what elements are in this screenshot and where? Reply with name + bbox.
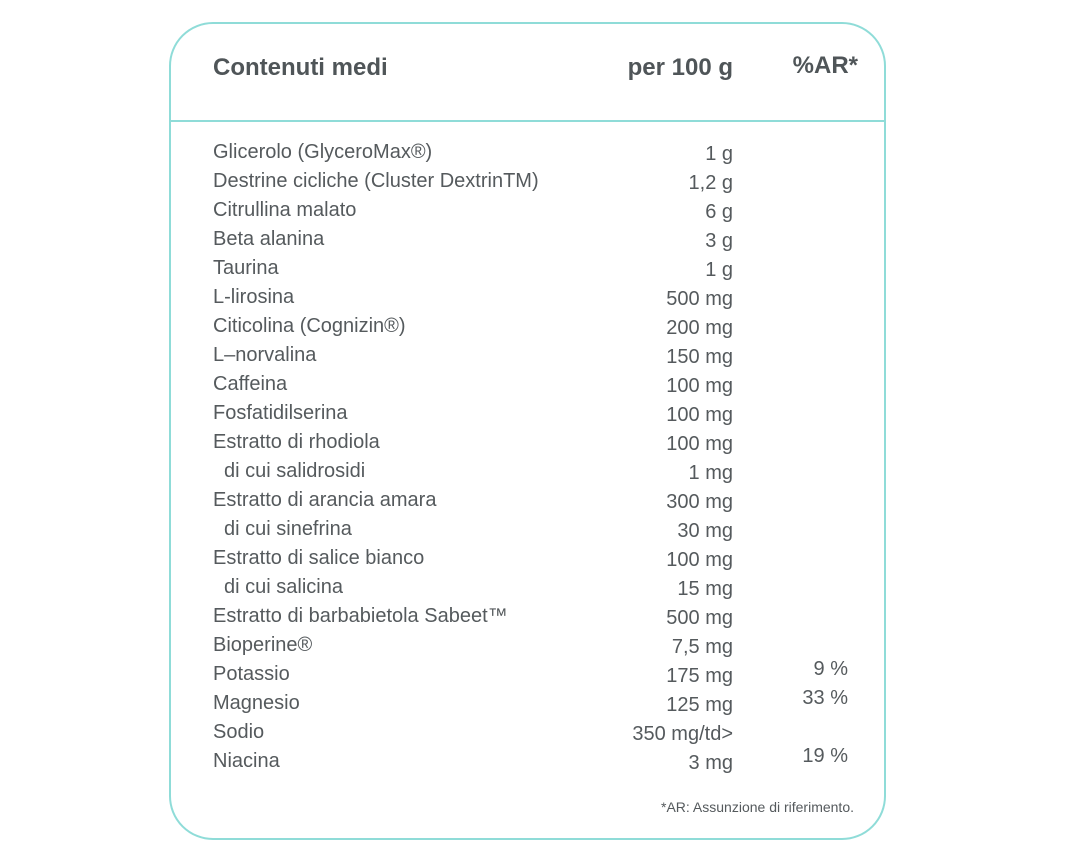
table-body [171,138,884,776]
ingredient-amount: 30 mg [677,520,733,542]
ingredient-amount: 100 mg [666,375,733,397]
nutrition-table-card [169,22,886,840]
ingredient-name: Destrine cicliche (Cluster DextrinTM) [213,170,539,192]
ingredient-name: di cui salidrosidi [224,460,366,482]
table-row [171,573,884,602]
table-row [171,312,884,341]
ingredient-amount: 300 mg [666,491,733,513]
ingredient-amount: 150 mg [666,346,733,368]
ingredient-name: Fosfatidilserina [213,402,348,424]
table-row [171,225,884,254]
ingredient-amount: 3 g [705,230,733,252]
ingredient-name: Potassio [213,663,290,685]
ingredient-name: di cui sinefrina [224,518,352,540]
ingredient-amount: 3 mg [688,752,733,774]
ingredient-name: di cui salicina [224,576,343,598]
table-row [171,515,884,544]
ingredient-amount: 1 g [705,259,733,281]
ingredient-amount: 500 mg [666,607,733,629]
table-row [171,428,884,457]
ingredient-amount: 1,2 g [688,172,733,194]
ingredient-ar-percent: 33 % [802,687,848,709]
ingredient-amount: 100 mg [666,549,733,571]
table-row [171,196,884,225]
ingredient-ar-percent: 9 % [813,658,848,680]
table-row [171,544,884,573]
ingredient-name: Taurina [213,257,279,279]
header-contents: Contenuti medi [213,54,388,81]
ingredient-amount: 1 mg [688,462,733,484]
table-row [171,457,884,486]
table-header [171,24,884,122]
table-row [171,399,884,428]
ingredient-amount: 100 mg [666,404,733,426]
ingredient-name: Caffeina [213,373,288,395]
ingredient-amount: 7,5 mg [671,636,733,658]
ingredient-amount: 1 g [705,143,733,165]
ingredient-name: Beta alanina [213,228,325,250]
ingredient-amount: 15 mg [677,578,733,600]
table-row [171,660,884,689]
ingredient-name: L–norvalina [213,344,317,366]
ingredient-name: Glicerolo (GlyceroMax®) [213,141,433,163]
ingredient-amount: 350 mg/td> [632,723,733,745]
ingredient-name: Estratto di arancia amara [213,489,437,511]
table-row [171,747,884,776]
ingredient-amount: 200 mg [666,317,733,339]
table-row [171,254,884,283]
table-row [171,370,884,399]
ingredient-name: Citicolina (Cognizin®) [213,315,406,337]
header-per-100g: per 100 g [627,54,733,81]
table-row [171,283,884,312]
ingredient-name: Estratto di barbabietola Sabeet™ [213,605,508,627]
table-row [171,341,884,370]
ingredient-name: Estratto di rhodiola [213,431,380,453]
ingredient-name: Sodio [213,721,265,743]
table-row [171,631,884,660]
table-row [171,689,884,718]
ingredient-name: Magnesio [213,692,300,714]
header-ar: %AR* [792,52,858,79]
ingredient-name: Niacina [213,750,280,772]
ingredient-amount: 100 mg [666,433,733,455]
table-row [171,486,884,515]
ingredient-amount: 175 mg [666,665,733,687]
ingredient-ar-percent: 19 % [802,745,848,767]
ingredient-name: L-lirosina [213,286,295,308]
ingredient-amount: 6 g [705,201,733,223]
ingredient-amount: 500 mg [666,288,733,310]
table-row [171,718,884,747]
table-row [171,602,884,631]
ingredient-name: Estratto di salice bianco [213,547,425,569]
table-row [171,167,884,196]
footnote: *AR: Assunzione di riferimento. [661,799,854,815]
ingredient-name: Citrullina malato [213,199,357,221]
ingredient-name: Bioperine® [213,634,313,656]
ingredient-amount: 125 mg [666,694,733,716]
table-row [171,138,884,167]
